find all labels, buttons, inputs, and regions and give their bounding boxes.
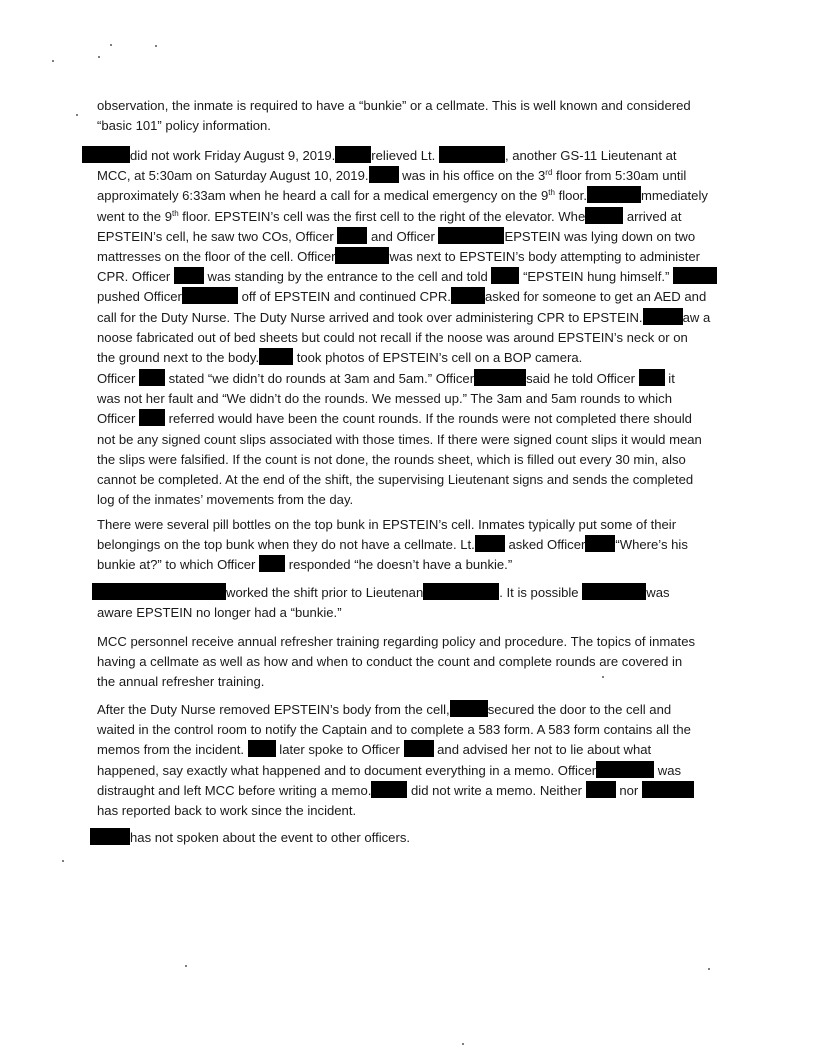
text-segment: was in his office on the 3 [402, 168, 546, 184]
text-segment: secured the door to the cell and [487, 702, 672, 717]
text-segment: aw a [682, 309, 711, 325]
text-segment: asked for someone to get an AED and [484, 289, 707, 305]
text-segment: relieved Lt. [371, 148, 436, 163]
redaction-block [174, 267, 204, 284]
text-segment: and advised her not to lie about what [437, 742, 652, 758]
text-segment: off of EPSTEIN and continued CPR. [241, 289, 451, 305]
paragraph-pill-bottles [97, 515, 737, 576]
text-segment: distraught and left MCC before writing a memo. [97, 782, 372, 798]
text-line: noose fabricated out of bed sheets but could not recall if the noose was around EPSTEIN’s neck or on [97, 329, 688, 345]
text-line: not be any signed count slips associated with those times. If there were signed count slips it would mean [97, 431, 702, 447]
text-line: log of the inmates’ movements from the day. [97, 492, 354, 508]
text-line [97, 535, 737, 555]
text-line [82, 207, 722, 227]
redaction-block [90, 828, 130, 845]
text-line [82, 308, 722, 328]
text-segment: later spoke to Officer [279, 742, 400, 758]
text-line: waited in the control room to notify the Captain and to complete a 583 form. A 583 form contains all the [97, 722, 691, 738]
text-segment: EPSTEIN’s cell, he saw two COs, Officer [97, 228, 334, 244]
redaction-block [259, 555, 285, 572]
text-segment: EPSTEIN was lying down on two [504, 228, 696, 244]
text-line: the slips were falsified. If the count is not done, the rounds sheet, which is filled out every 30 min, also [97, 451, 686, 467]
redaction-block [439, 146, 505, 163]
text-segment: did not work Friday August 9, 2019. [130, 148, 336, 163]
redaction-block [582, 583, 646, 600]
text-segment: referred would have been the count rounds. If the rounds were not completed there should [168, 411, 692, 427]
text-segment: “EPSTEIN hung himself.” [523, 269, 670, 285]
text-segment: . It is possible [499, 585, 579, 600]
scan-speck [110, 44, 112, 46]
text-segment: bunkie at?” to which Officer [97, 557, 256, 573]
text-line [97, 761, 737, 781]
redaction-block [474, 369, 526, 386]
text-line [82, 287, 722, 307]
redaction-block [450, 700, 488, 717]
text-segment: was standing by the entrance to the cell and told [207, 269, 488, 285]
scan-speck [155, 45, 157, 47]
redaction-block [182, 287, 238, 304]
text-segment: floor. EPSTEIN’s cell was the first cell to the right of the elevator. Whe [178, 208, 586, 224]
text-segment: took photos of EPSTEIN’s cell on a BOP camera. [296, 350, 583, 366]
text-line [97, 700, 737, 720]
text-line [97, 409, 737, 429]
text-segment: mattresses on the floor of the cell. Officer [97, 249, 336, 265]
text-line: observation, the inmate is required to have a “bunkie” or a cellmate. This is well known and considered [97, 98, 691, 113]
text-segment: happened, say exactly what happened and to document everything in a memo. Officer [97, 762, 597, 778]
text-segment: was [657, 762, 682, 778]
text-line [97, 740, 737, 760]
paragraph-training [97, 632, 737, 693]
text-line: MCC personnel receive annual refresher training regarding policy and procedure. The topics of inmates [97, 634, 696, 649]
text-segment: floor. [554, 188, 587, 204]
text-segment: approximately 6:33am when he heard a call for a medical emergency on the 9 [97, 188, 549, 204]
superscript: th [171, 208, 179, 218]
text-line: cannot be completed. At the end of the shift, the supervising Lieutenant signs and sends the completed [97, 472, 694, 488]
redaction-block [404, 740, 434, 757]
text-segment: went to the 9 [97, 208, 172, 224]
redaction-block [438, 227, 504, 244]
redaction-block [259, 348, 293, 365]
redaction-block [369, 166, 399, 183]
text-segment: was next to EPSTEIN’s body attempting to administer [389, 249, 700, 265]
text-segment: worked the shift prior to Lieutenan [226, 585, 424, 600]
text-segment: Officer [97, 371, 136, 386]
scan-speck [76, 114, 78, 116]
text-line [82, 186, 722, 206]
text-line [82, 348, 722, 368]
redaction-block [642, 781, 694, 798]
text-segment: stated “we didn’t do rounds at 3am and 5am.” Officer [168, 371, 475, 386]
superscript: th [548, 188, 555, 198]
text-segment: the ground next to the body. [97, 350, 260, 366]
text-segment: MCC, at 5:30am on Saturday August 10, 2019. [97, 168, 369, 184]
text-line: was not her fault and “We didn’t do the rounds. We messed up.” The 3am and 5am rounds to which [97, 391, 672, 407]
text-line [82, 227, 722, 247]
redaction-block [475, 535, 505, 552]
redaction-block [139, 369, 165, 386]
text-segment: belongings on the top bunk when they do not have a cellmate. Lt. [97, 537, 475, 553]
text-segment: said he told Officer [526, 371, 635, 386]
redaction-block [585, 535, 615, 552]
paragraph-after-removal [97, 700, 737, 821]
text-line: aware EPSTEIN no longer had a “bunkie.” [97, 605, 342, 621]
redaction-block [491, 267, 519, 284]
redaction-block [371, 781, 407, 798]
text-segment: did not write a memo. Neither [411, 782, 583, 798]
text-segment: pushed Officer [97, 289, 182, 305]
paragraph-rounds [97, 369, 737, 510]
text-line [82, 267, 722, 287]
scan-speck [708, 968, 710, 970]
scan-speck [62, 860, 64, 862]
text-segment: was [646, 585, 670, 600]
text-line [97, 369, 737, 389]
paragraph-prior-shift [92, 583, 732, 623]
text-segment: “Where’s his [615, 537, 688, 553]
text-line [82, 166, 722, 186]
redaction-block [586, 781, 616, 798]
redaction-block [423, 583, 499, 600]
text-segment: call for the Duty Nurse. The Duty Nurse arrived and took over administering CPR to EPSTEIN. [97, 309, 643, 325]
text-segment: floor from 5:30am until [552, 168, 687, 184]
superscript: rd [545, 168, 553, 178]
redaction-block [337, 227, 367, 244]
text-segment: After the Duty Nurse removed EPSTEIN’s body from the cell, [97, 702, 450, 717]
redaction-block [596, 761, 654, 778]
scan-speck [98, 56, 100, 58]
text-segment: , another GS-11 Lieutenant at [504, 148, 677, 163]
text-line [82, 146, 722, 166]
text-segment: Officer [97, 411, 136, 427]
text-segment: CPR. Officer [97, 269, 171, 285]
text-line: having a cellmate as well as how and when to conduct the count and complete rounds are covered in [97, 654, 683, 670]
text-segment: nor [619, 782, 639, 798]
redaction-block [451, 287, 485, 304]
text-line: the annual refresher training. [97, 674, 265, 690]
text-line [97, 555, 737, 575]
paragraph-bunkie-policy [97, 96, 737, 136]
scan-speck [52, 60, 54, 62]
redaction-block [643, 308, 683, 325]
scan-speck [185, 965, 187, 967]
text-segment: memos from the incident. [97, 742, 244, 758]
paragraph-not-spoken [90, 828, 730, 848]
redaction-block [335, 146, 371, 163]
paragraph-incident-account [82, 146, 722, 368]
text-segment: has not spoken about the event to other officers. [130, 830, 411, 845]
text-segment: responded “he doesn’t have a bunkie.” [288, 557, 513, 573]
text-segment: arrived at [626, 208, 682, 224]
redaction-block [673, 267, 717, 284]
text-line [97, 781, 737, 801]
text-line: has reported back to work since the incident. [97, 803, 357, 819]
text-line [92, 583, 732, 603]
redaction-block [585, 207, 623, 224]
text-segment: and Officer [371, 228, 435, 244]
text-line [82, 247, 722, 267]
text-line: There were several pill bottles on the top bunk in EPSTEIN’s cell. Inmates typically put some of their [97, 517, 677, 532]
text-line [90, 828, 730, 848]
redaction-block [139, 409, 165, 426]
text-segment: it [668, 371, 675, 386]
redaction-block [587, 186, 641, 203]
redaction-block [335, 247, 389, 264]
redaction-block [82, 146, 130, 163]
text-line: “basic 101” policy information. [97, 118, 271, 134]
redaction-block [639, 369, 665, 386]
redaction-block [92, 583, 226, 600]
text-segment: mmediately [640, 188, 708, 204]
redaction-block [248, 740, 276, 757]
scan-speck [462, 1043, 464, 1045]
text-segment: asked Officer [508, 537, 586, 553]
